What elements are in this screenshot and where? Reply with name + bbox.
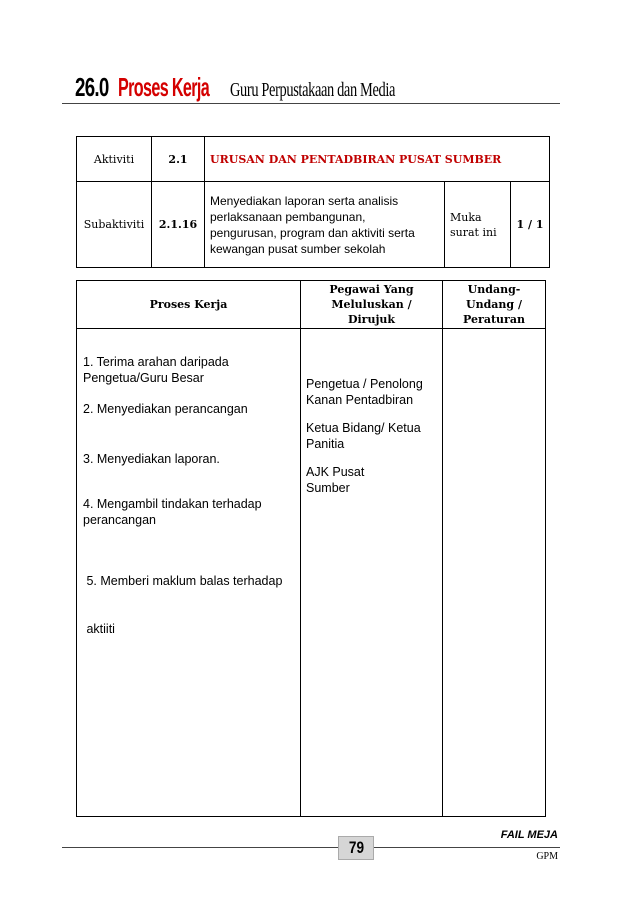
officer-1: Pengetua / Penolong Kanan Pentadbiran (306, 377, 423, 407)
subaktiviti-label: Subaktiviti (77, 182, 152, 268)
step-5: 5. Memberi maklum balas terhadap aktiiti (83, 574, 283, 636)
header-proses-kerja: Proses Kerja (77, 281, 301, 329)
page-number: 79 (348, 838, 364, 857)
officer-2: Ketua Bidang/ Ketua Panitia (306, 421, 421, 451)
subaktiviti-code: 2.1.16 (152, 182, 205, 268)
aktiviti-title: URUSAN DAN PENTADBIRAN PUSAT SUMBER (205, 137, 550, 182)
header-rule (62, 103, 560, 104)
header-pegawai: Pegawai Yang Meluluskan / Dirujuk (301, 281, 443, 329)
process-steps-cell (77, 329, 301, 817)
page-header (75, 72, 459, 103)
regulations-cell (443, 329, 546, 817)
activity-info-table (76, 136, 550, 268)
step-2: 2. Menyediakan perancangan (83, 402, 248, 416)
subaktiviti-description: Menyediakan laporan serta analisis perlaksanaan pembangunan, pengurusan, program dan aktiviti serta kewangan pusat sumber sekolah (205, 182, 445, 268)
section-title: Proses Kerja (118, 72, 210, 102)
officer-3: AJK Pusat Sumber (306, 465, 365, 495)
fail-meja-label: FAIL MEJA (500, 829, 558, 841)
step-1: 1. Terima arahan daripada Pengetua/Guru Besar (83, 355, 229, 385)
footer-rule (62, 847, 560, 848)
muka-surat-label: Muka surat ini (445, 182, 511, 268)
section-number: 26.0 (75, 72, 109, 102)
muka-surat-value: 1 / 1 (511, 182, 550, 268)
officers-cell (301, 329, 443, 817)
step-4: 4. Mengambil tindakan terhadap perancangan (83, 497, 262, 527)
header-undang-undang: Undang- Undang / Peraturan (443, 281, 546, 329)
step-3: 3. Menyediakan laporan. (83, 452, 220, 466)
page-number-box (338, 836, 374, 860)
process-table (76, 280, 546, 817)
aktiviti-code: 2.1 (152, 137, 205, 182)
aktiviti-label: Aktiviti (77, 137, 152, 182)
gpm-label: GPM (536, 851, 558, 862)
section-subtitle: Guru Perpustakaan dan Media (229, 79, 395, 101)
